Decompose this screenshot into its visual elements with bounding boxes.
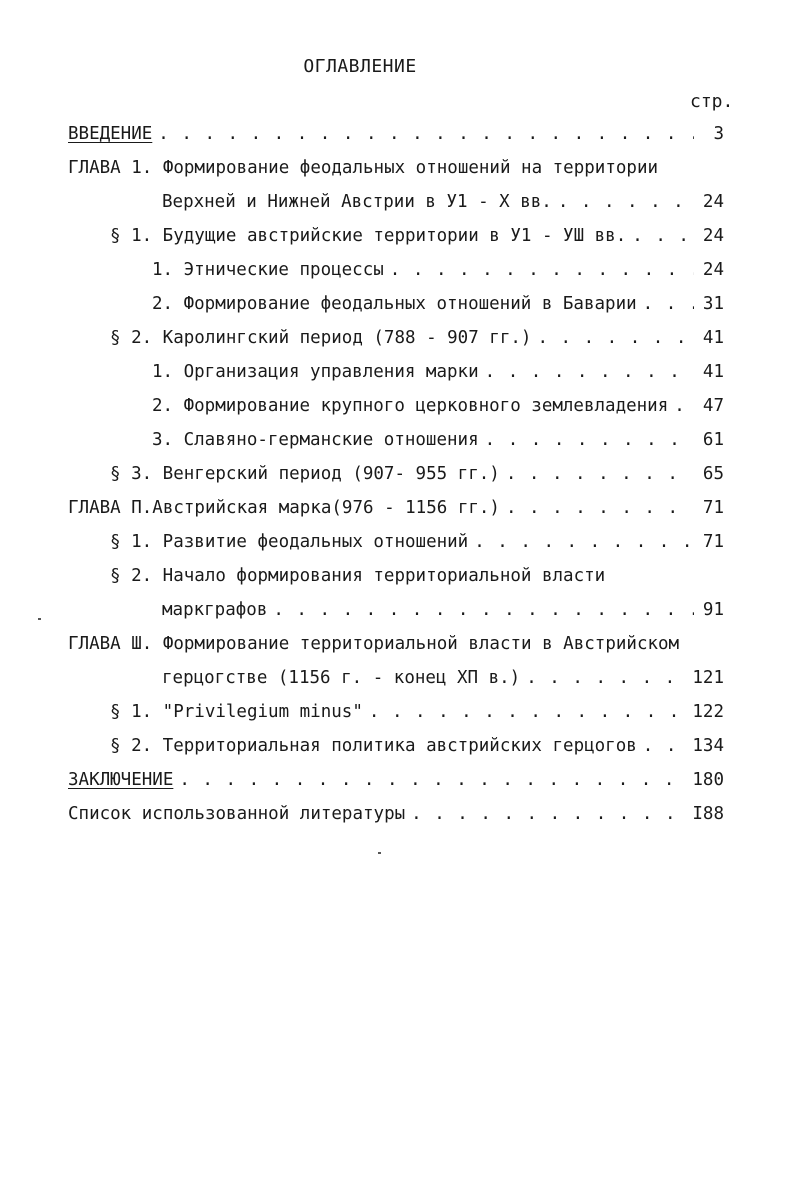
toc-entry-section (110, 226, 724, 254)
toc-entry-page: 3 (713, 124, 724, 144)
toc-entry-text: герцогстве (1156 г. - конец XП в.) (162, 668, 521, 688)
leader-dots (179, 770, 686, 790)
toc-entry-section (110, 702, 724, 730)
toc-entry-page: 24 (702, 226, 724, 246)
toc-entry-text: маркграфов (162, 600, 268, 620)
toc-entry-page: 71 (702, 498, 724, 518)
toc-entry-page: 180 (692, 770, 724, 790)
scan-speck (378, 852, 381, 854)
toc-entry-text: ВВЕДЕНИЕ (68, 124, 153, 144)
toc-entry-text: § 2. Территориальная политика австрийских герцогов (110, 736, 637, 756)
leader-dots (674, 396, 694, 416)
leader-dots (632, 226, 694, 246)
toc-entry-text: § 3. Венгерский период (907- 955 гг.) (110, 464, 500, 484)
toc-entry-page: 71 (702, 532, 724, 552)
toc-entry-page: 65 (702, 464, 724, 484)
leader-dots (506, 464, 694, 484)
toc-entry-page: 24 (702, 260, 724, 280)
leader-dots (390, 260, 694, 280)
leader-dots (526, 668, 686, 688)
toc-entry-text: 2. Формирование крупного церковного землевладения (152, 396, 669, 416)
toc-entry-text: 1. Организация управления марки (152, 362, 479, 382)
toc-entry-text: § 2. Начало формирования территориальной власти (110, 566, 606, 586)
toc-entry-bibliography (68, 804, 724, 832)
toc-entry-subsection (152, 260, 724, 288)
leader-dots (485, 430, 694, 450)
toc-entry-chapter-2 (68, 498, 724, 526)
toc-entry-page: 122 (692, 702, 724, 722)
toc-entry-section (110, 328, 724, 356)
toc-entry-page: 91 (702, 600, 724, 620)
toc-entry-page: 47 (702, 396, 724, 416)
toc-entry-chapter-3-cont (162, 668, 724, 696)
leader-dots (273, 600, 694, 620)
toc-entry-chapter-1-cont (162, 192, 724, 220)
toc-entry-text: § 2. Каролингский период (788 - 907 гг.) (110, 328, 532, 348)
toc-entry-text: ГЛАВА П.Австрийская марка(976 - 1156 гг.) (68, 498, 500, 518)
toc-entry-introduction (68, 124, 724, 152)
leader-dots (158, 124, 694, 144)
toc-entry-chapter-1 (68, 158, 724, 186)
toc-entry-text: ГЛАВА Ш. Формирование территориальной власти в Австрийском (68, 634, 680, 654)
toc-entry-subsection (152, 294, 724, 322)
leader-dots (537, 328, 694, 348)
toc-entry-subsection (152, 362, 724, 390)
toc-entry-text: § 1. Будущие австрийские территории в У1 - УШ вв. (110, 226, 627, 246)
toc-entry-page: 41 (702, 362, 724, 382)
toc-entry-text: 3. Славяно-германские отношения (152, 430, 479, 450)
toc-entry-chapter-3 (68, 634, 724, 662)
toc-entry-text: 1. Этнические процессы (152, 260, 384, 280)
toc-entry-text: § 1. "Privilegium minus" (110, 702, 363, 722)
toc-entry-subsection (152, 430, 724, 458)
leader-dots (643, 294, 694, 314)
toc-entry-page: 61 (702, 430, 724, 450)
toc-entry-text: 2. Формирование феодальных отношений в Баварии (152, 294, 637, 314)
toc-entry-page: 24 (702, 192, 724, 212)
toc-entry-text: Список использованной литературы (68, 804, 406, 824)
toc-entry-page: 134 (692, 736, 724, 756)
toc-entry-text: Верхней и Нижней Австрии в У1 - Х вв. (162, 192, 552, 212)
toc-entry-section (110, 532, 724, 560)
toc-entry-section (110, 566, 724, 594)
toc-entry-text: ГЛАВА 1. Формирование феодальных отношений на территории (68, 158, 659, 178)
toc-entry-conclusion (68, 770, 724, 798)
leader-dots (558, 192, 694, 212)
toc-entry-page: 121 (692, 668, 724, 688)
toc-entry-section (110, 464, 724, 492)
toc-entry-section-cont (162, 600, 724, 628)
scan-speck (38, 618, 41, 620)
leader-dots (643, 736, 687, 756)
page-title: ОГЛАВЛЕНИЕ (303, 56, 417, 77)
toc-entry-text: § 1. Развитие феодальных отношений (110, 532, 469, 552)
toc-entry-subsection (152, 396, 724, 424)
leader-dots (411, 804, 686, 824)
toc-entry-page: 31 (702, 294, 724, 314)
leader-dots (506, 498, 694, 518)
leader-dots (485, 362, 694, 382)
toc-entry-page: 41 (702, 328, 724, 348)
toc-entry-text: ЗАКЛЮЧЕНИЕ (68, 770, 174, 790)
toc-entry-section (110, 736, 724, 764)
page-column-label: стр. (690, 91, 734, 112)
leader-dots (474, 532, 694, 552)
leader-dots (369, 702, 687, 722)
toc-entry-page: I88 (692, 804, 724, 824)
